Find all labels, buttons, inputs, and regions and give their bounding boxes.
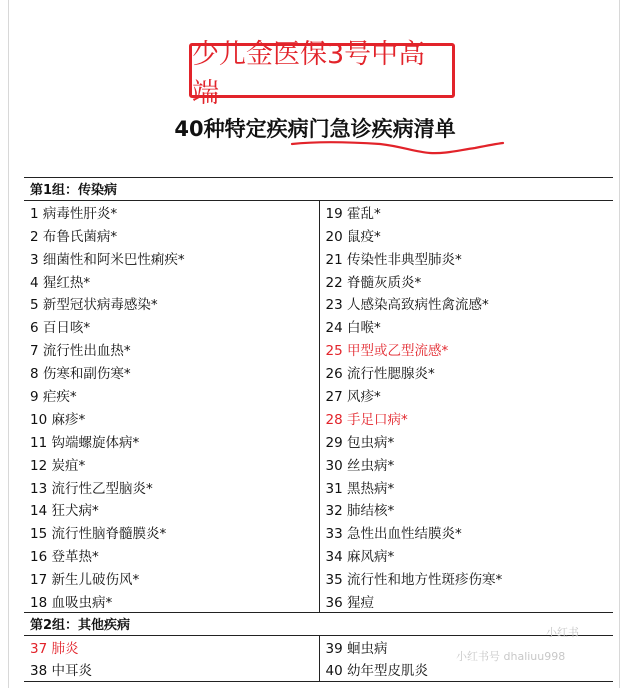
disease-item-left: 10 麻疹* (24, 406, 319, 429)
disease-item-right: 34 麻风病* (325, 549, 395, 566)
product-tag (189, 38, 455, 109)
disease-item-right: 28 手足口病* (325, 411, 408, 428)
table-row (24, 406, 613, 429)
disease-item-right: 24 白喉* (325, 320, 381, 337)
disease-item-left: 6 百日咳* (24, 315, 319, 338)
disease-item-right: 36 猩痘 (325, 594, 374, 611)
disease-item-left: 18 血吸虫病* (24, 590, 319, 613)
group-label: 第2组：其他疾病 (24, 612, 613, 635)
group-label: 第1组：传染病 (24, 178, 613, 201)
disease-item-right: 33 急性出血性结膜炎* (325, 526, 462, 543)
table-row (24, 223, 613, 246)
disease-item-right: 21 传染性非典型肺炎* (325, 251, 462, 268)
disease-item-right: 20 鼠疫* (325, 228, 381, 245)
group-header (24, 612, 613, 635)
disease-item-left: 15 流行性脑脊髓膜炎* (24, 521, 319, 544)
disease-item-right: 35 流行性和地方性斑疹伤寒* (325, 572, 503, 589)
disease-list-table (24, 177, 613, 682)
disease-item-right: 32 肺结核* (325, 503, 395, 520)
disease-item-right: 26 流行性腮腺炎* (325, 366, 435, 383)
disease-item-right: 39 蛔虫病 (325, 641, 388, 657)
document-title: 40种特定疾病门急诊疾病清单 (174, 117, 456, 141)
disease-item-right: 29 包虫病* (325, 434, 395, 451)
table-row (24, 338, 613, 361)
disease-item-left: 2 布鲁氏菌病* (24, 223, 319, 246)
disease-item-left: 13 流行性乙型脑炎* (24, 475, 319, 498)
disease-item-left: 17 新生儿破伤风* (24, 567, 319, 590)
disease-item-left: 5 新型冠状病毒感染* (24, 292, 319, 315)
disease-item-left: 7 流行性出血热* (24, 338, 319, 361)
table-row (24, 521, 613, 544)
disease-item-right: 27 风疹* (325, 388, 381, 405)
watermark-id: 小红书号 dhaliuu998 (456, 650, 566, 663)
table-row (24, 498, 613, 521)
table-row (24, 452, 613, 475)
table-row (24, 269, 613, 292)
table-row (24, 429, 613, 452)
disease-item-left: 3 细菌性和阿米巴性痢疾* (24, 246, 319, 269)
product-tag-text: 少儿金医保3号中高端 (192, 38, 426, 109)
disease-item-left: 37 肺炎 (24, 635, 319, 658)
disease-item-right: 22 脊髓灰质炎* (325, 274, 422, 291)
group-header (24, 178, 613, 201)
table-row (24, 590, 613, 613)
table-row (24, 384, 613, 407)
disease-item-right: 25 甲型或乙型流感* (325, 343, 449, 360)
disease-item-right: 31 黑热病* (325, 480, 395, 497)
disease-item-right: 30 丝虫病* (325, 457, 395, 474)
disease-item-right: 19 霍乱* (325, 206, 381, 223)
watermark-logo: 小红书 (546, 626, 579, 639)
table-row (24, 567, 613, 590)
disease-item-left: 38 中耳炎 (24, 658, 319, 681)
disease-item-left: 9 疟疾* (24, 384, 319, 407)
handwritten-underline (290, 138, 505, 158)
disease-item-right: 23 人感染高致病性禽流感* (325, 297, 489, 314)
disease-item-left: 14 狂犬病* (24, 498, 319, 521)
table-row (24, 475, 613, 498)
disease-item-left: 16 登革热* (24, 544, 319, 567)
table-row (24, 292, 613, 315)
table-row (24, 200, 613, 223)
disease-item-left: 11 钩端螺旋体病* (24, 429, 319, 452)
disease-item-left: 12 炭疽* (24, 452, 319, 475)
table-row (24, 544, 613, 567)
table-row (24, 315, 613, 338)
table-row (24, 361, 613, 384)
disease-item-right: 40 幼年型皮肌炎 (319, 658, 613, 681)
disease-item-left: 4 猩红热* (24, 269, 319, 292)
disease-item-left: 1 病毒性肝炎* (24, 200, 319, 223)
disease-item-left: 8 伤寒和副伤寒* (24, 361, 319, 384)
table-row (24, 246, 613, 269)
